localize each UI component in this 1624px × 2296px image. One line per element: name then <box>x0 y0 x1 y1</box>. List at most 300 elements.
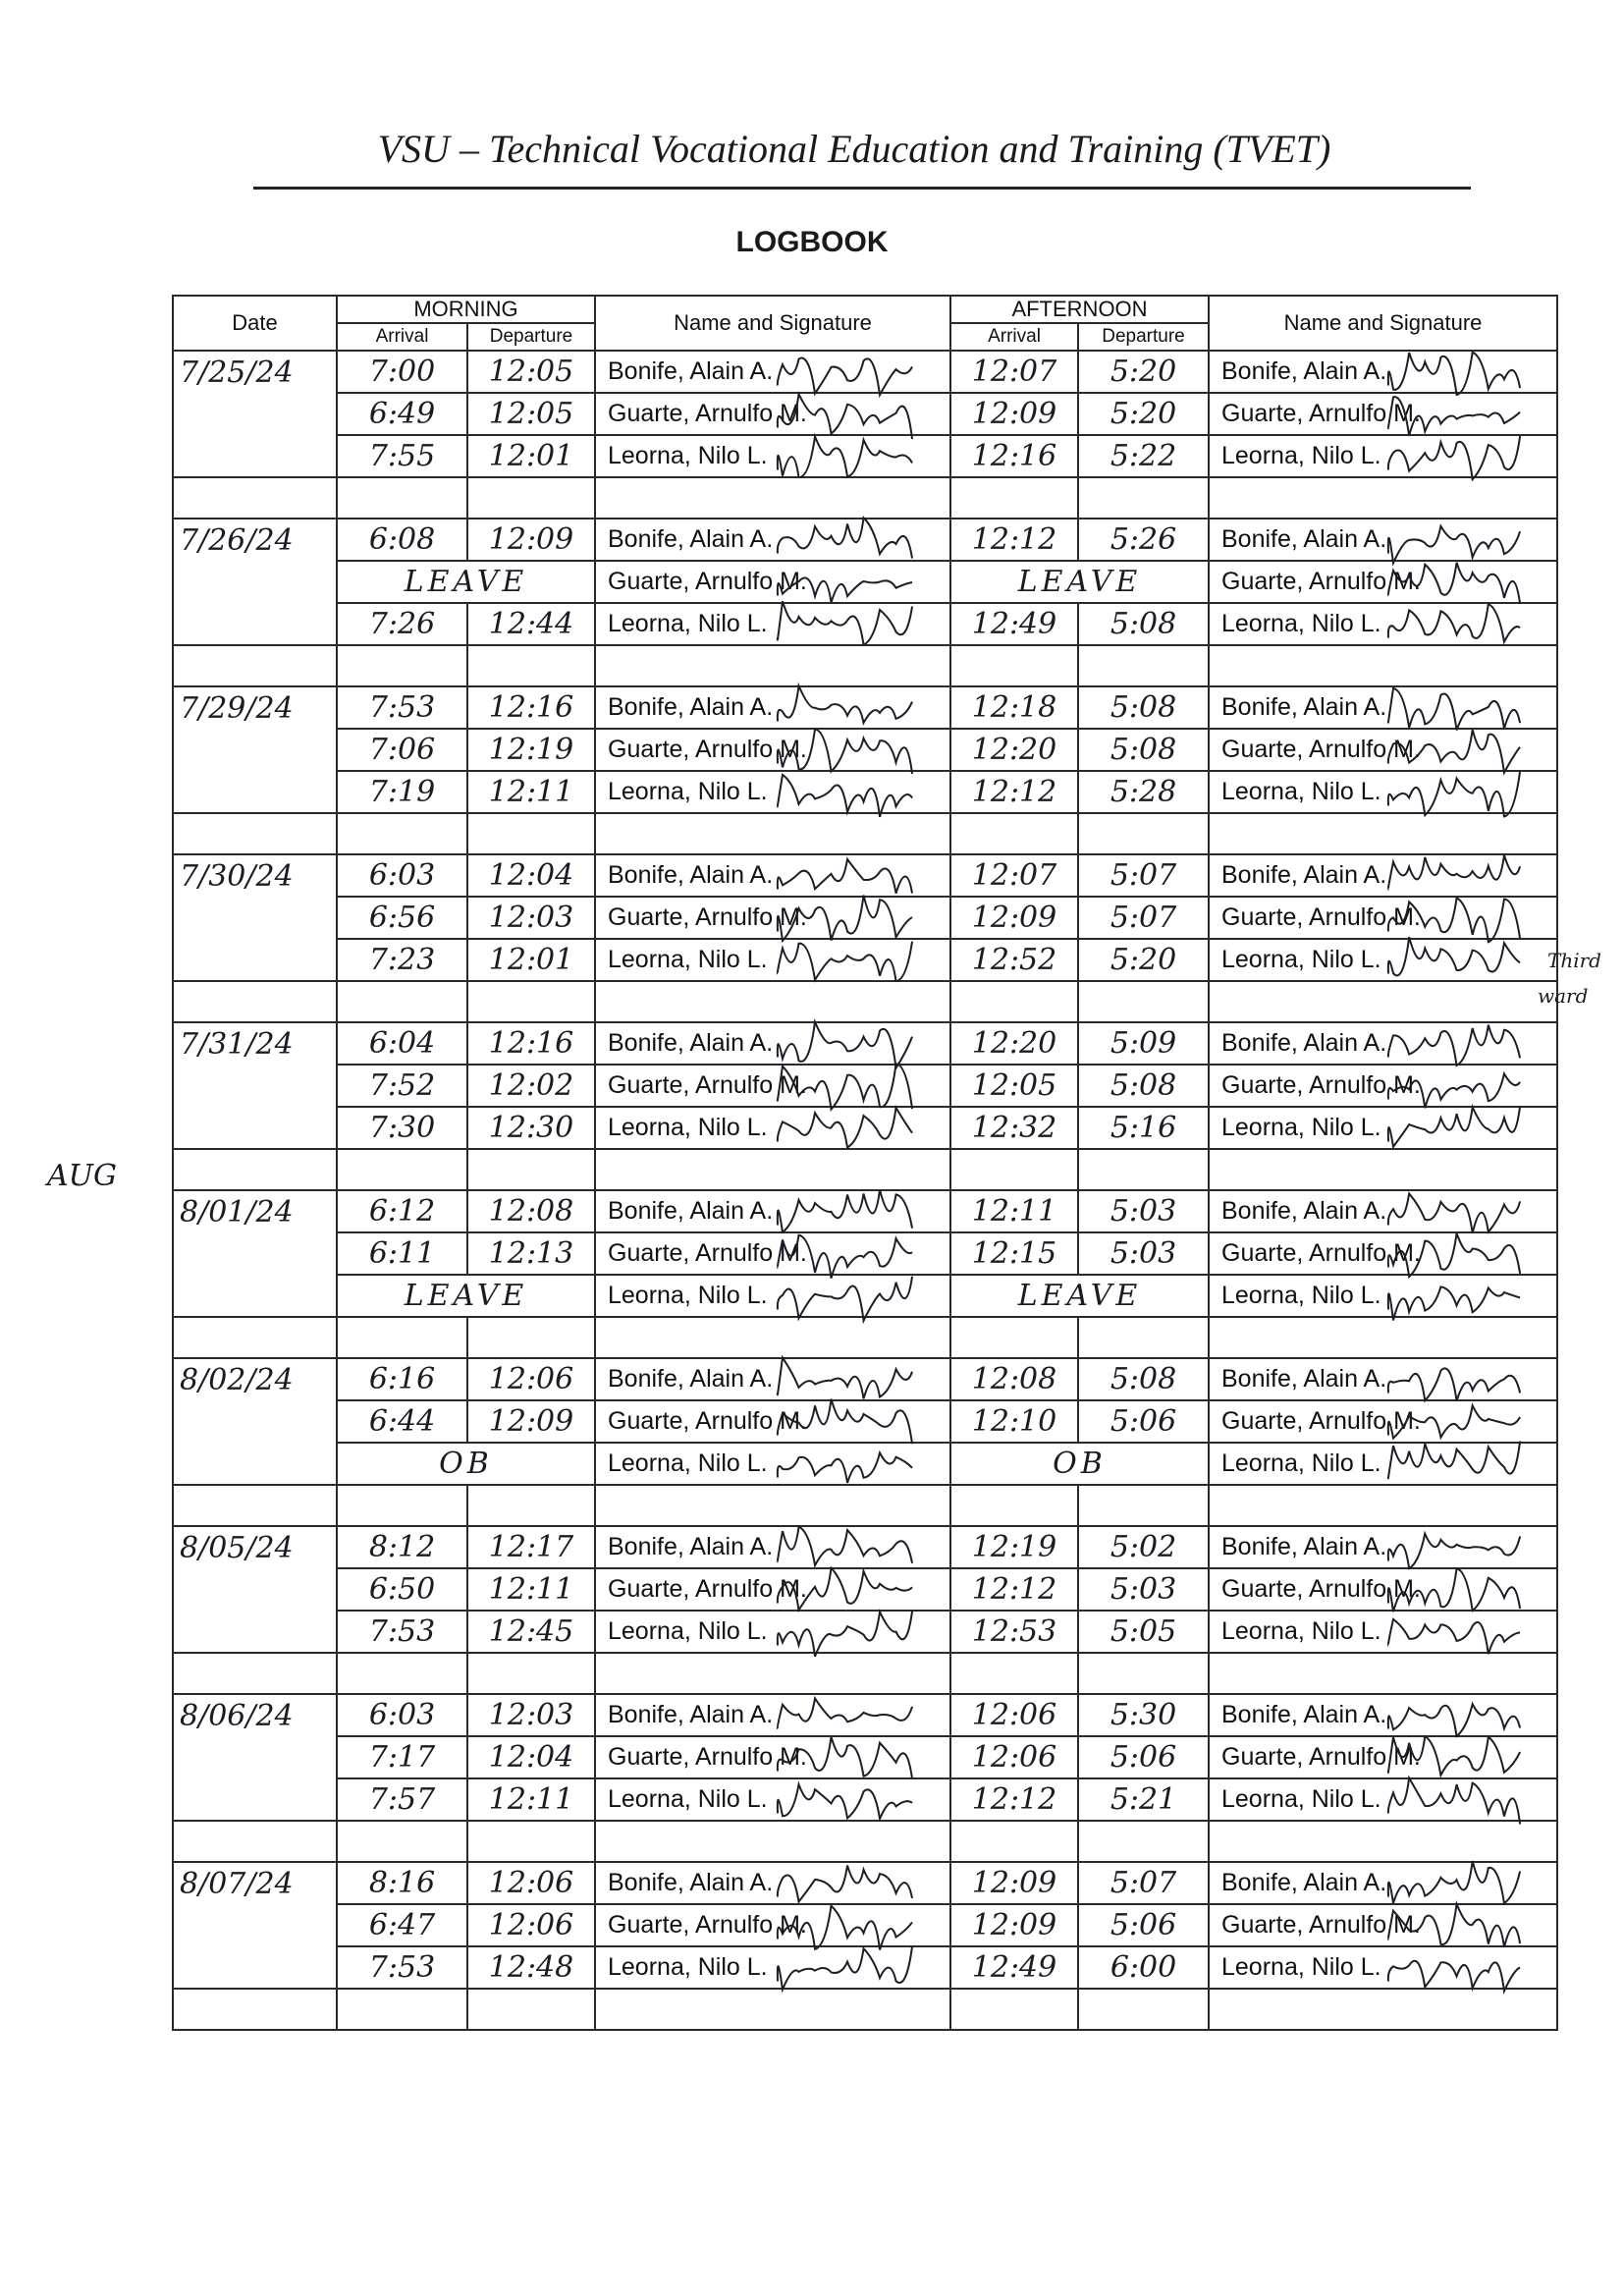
am-remark: OB <box>439 1447 493 1481</box>
name-signature-pm: Guarte, Arnulfo M. <box>1209 1904 1557 1946</box>
pm-departure-time: 5:07 <box>1110 901 1177 935</box>
pm-departure-time: 5:16 <box>1110 1111 1177 1145</box>
date-cell <box>173 1526 337 1568</box>
name-signature-am: Leorna, Nilo L. <box>595 1107 950 1149</box>
spacer-cell <box>1209 1149 1557 1190</box>
name-signature-am: Leorna, Nilo L. <box>595 603 950 645</box>
spacer-row <box>173 1485 1557 1526</box>
am-departure-cell <box>467 1232 595 1275</box>
pm-arrival-time: 12:52 <box>971 943 1057 977</box>
pm-arrival-time: 12:12 <box>971 1572 1057 1607</box>
am-departure-time: 12:02 <box>488 1068 574 1103</box>
am-departure-cell <box>467 393 595 435</box>
pm-departure-time: 5:06 <box>1110 1404 1177 1439</box>
pm-arrival-cell <box>950 939 1078 981</box>
pm-departure-time: 5:26 <box>1110 522 1177 557</box>
name-signature-pm: Guarte, Arnulfo M. <box>1209 897 1557 939</box>
spacer-cell <box>337 1149 467 1190</box>
am-departure-cell <box>467 1526 595 1568</box>
am-arrival-time: 7:57 <box>368 1782 436 1817</box>
date-cell-empty <box>173 939 337 981</box>
am-remark-cell <box>337 1275 595 1317</box>
pm-arrival-time: 12:11 <box>971 1194 1057 1229</box>
am-arrival-time: 7:55 <box>368 439 436 473</box>
pm-arrival-time: 12:19 <box>971 1530 1057 1564</box>
pm-arrival-cell <box>950 393 1078 435</box>
spacer-cell <box>950 813 1078 854</box>
spacer-cell <box>1209 1485 1557 1526</box>
am-arrival-time: 6:56 <box>368 901 436 935</box>
spacer-cell <box>1209 477 1557 519</box>
pm-departure-time: 5:06 <box>1110 1740 1177 1775</box>
spacer-cell <box>595 1821 950 1862</box>
pm-arrival-cell <box>950 1778 1078 1821</box>
name-signature-pm: Leorna, Nilo L. <box>1209 603 1557 645</box>
name-signature-am: Bonife, Alain A. <box>595 854 950 897</box>
spacer-cell <box>595 477 950 519</box>
spacer-cell <box>1078 1821 1209 1862</box>
name-signature-am: Bonife, Alain A. <box>595 686 950 729</box>
table-row <box>173 1022 1557 1065</box>
am-arrival-cell <box>337 1358 467 1400</box>
pm-departure-time: 5:22 <box>1110 439 1177 473</box>
logbook-table <box>172 295 1558 2031</box>
pm-departure-cell <box>1078 1904 1209 1946</box>
spacer-cell <box>467 1821 595 1862</box>
name-signature-pm: Bonife, Alain A. <box>1209 351 1557 393</box>
pm-departure-cell <box>1078 393 1209 435</box>
spacer-cell <box>337 645 467 686</box>
pm-departure-time: 5:08 <box>1110 607 1177 641</box>
pm-departure-cell <box>1078 771 1209 813</box>
document-title: LOGBOOK <box>735 226 889 258</box>
am-arrival-time: 7:00 <box>368 355 436 389</box>
spacer-cell <box>595 1485 950 1526</box>
am-arrival-cell <box>337 1694 467 1736</box>
am-arrival-time: 8:16 <box>368 1866 436 1900</box>
name-signature-am: Leorna, Nilo L. <box>595 771 950 813</box>
spacer-cell <box>337 1989 467 2030</box>
am-arrival-cell <box>337 1946 467 1989</box>
name-signature-am: Leorna, Nilo L. <box>595 1275 950 1317</box>
am-departure-time: 12:06 <box>488 1362 574 1396</box>
pm-arrival-cell <box>950 854 1078 897</box>
column-header-am-arrival: Arrival <box>337 323 467 351</box>
pm-arrival-cell <box>950 1611 1078 1653</box>
date-cell-empty <box>173 1736 337 1778</box>
spacer-row <box>173 813 1557 854</box>
name-signature-pm: Leorna, Nilo L. <box>1209 1778 1557 1821</box>
spacer-row <box>173 1149 1557 1190</box>
name-signature-pm: Guarte, Arnulfo M. <box>1209 729 1557 771</box>
spacer-cell <box>173 1149 337 1190</box>
spacer-cell <box>595 813 950 854</box>
am-arrival-time: 7:53 <box>368 690 436 725</box>
pm-arrival-time: 12:07 <box>971 858 1057 893</box>
date-cell <box>173 1190 337 1232</box>
date-cell <box>173 686 337 729</box>
am-arrival-time: 7:30 <box>368 1111 436 1145</box>
am-departure-cell <box>467 1568 595 1611</box>
am-arrival-cell <box>337 1400 467 1443</box>
pm-arrival-cell <box>950 1358 1078 1400</box>
am-arrival-time: 7:23 <box>368 943 436 977</box>
spacer-row <box>173 1821 1557 1862</box>
pm-arrival-cell <box>950 897 1078 939</box>
am-departure-cell <box>467 603 595 645</box>
am-arrival-cell <box>337 686 467 729</box>
pm-arrival-time: 12:12 <box>971 1782 1057 1817</box>
table-row <box>173 1862 1557 1904</box>
date-cell-empty <box>173 393 337 435</box>
am-arrival-time: 6:08 <box>368 522 436 557</box>
date-cell-empty <box>173 1400 337 1443</box>
table-row <box>173 939 1557 981</box>
table-row <box>173 1526 1557 1568</box>
date-value: 8/02/24 <box>180 1362 294 1397</box>
pm-departure-time: 6:00 <box>1110 1950 1177 1985</box>
name-signature-am: Guarte, Arnulfo M. <box>595 1400 950 1443</box>
spacer-cell <box>467 477 595 519</box>
am-arrival-time: 6:11 <box>368 1236 436 1271</box>
name-signature-pm: Bonife, Alain A. <box>1209 1694 1557 1736</box>
name-signature-pm: Bonife, Alain A. <box>1209 1022 1557 1065</box>
spacer-cell <box>1078 813 1209 854</box>
name-signature-am: Bonife, Alain A. <box>595 1022 950 1065</box>
spacer-cell <box>467 813 595 854</box>
pm-remark-cell <box>950 561 1209 603</box>
margin-note-month: AUG <box>47 1159 117 1193</box>
spacer-cell <box>595 1149 950 1190</box>
pm-departure-time: 5:20 <box>1110 943 1177 977</box>
table-row <box>173 1400 1557 1443</box>
spacer-cell <box>1078 477 1209 519</box>
pm-departure-cell <box>1078 1862 1209 1904</box>
am-departure-cell <box>467 1778 595 1821</box>
name-signature-pm: Leorna, Nilo L. <box>1209 1443 1557 1485</box>
spacer-row <box>173 645 1557 686</box>
pm-departure-cell <box>1078 729 1209 771</box>
am-remark: LEAVE <box>404 1279 528 1313</box>
name-signature-pm: Leorna, Nilo L. <box>1209 1611 1557 1653</box>
spacer-cell <box>595 1317 950 1358</box>
name-signature-am: Bonife, Alain A. <box>595 1694 950 1736</box>
am-arrival-cell <box>337 603 467 645</box>
name-signature-am: Leorna, Nilo L. <box>595 435 950 477</box>
am-arrival-cell <box>337 1107 467 1149</box>
am-departure-time: 12:04 <box>488 1740 574 1775</box>
name-signature-pm: Guarte, Arnulfo M. <box>1209 1065 1557 1107</box>
date-cell <box>173 519 337 561</box>
spacer-cell <box>1209 1989 1557 2030</box>
table-row <box>173 686 1557 729</box>
pm-departure-time: 5:02 <box>1110 1530 1177 1564</box>
pm-departure-cell <box>1078 1778 1209 1821</box>
pm-arrival-time: 12:12 <box>971 775 1057 809</box>
name-signature-am: Bonife, Alain A. <box>595 1358 950 1400</box>
am-arrival-time: 7:06 <box>368 733 436 767</box>
spacer-cell <box>1078 1989 1209 2030</box>
am-departure-cell <box>467 519 595 561</box>
am-arrival-cell <box>337 1611 467 1653</box>
spacer-cell <box>467 1989 595 2030</box>
spacer-cell <box>950 1317 1078 1358</box>
am-departure-cell <box>467 1904 595 1946</box>
header-divider <box>253 187 1471 190</box>
pm-departure-cell <box>1078 1736 1209 1778</box>
date-cell-empty <box>173 1778 337 1821</box>
am-arrival-time: 6:16 <box>368 1362 436 1396</box>
pm-arrival-time: 12:49 <box>971 607 1057 641</box>
pm-departure-time: 5:08 <box>1110 1362 1177 1396</box>
pm-departure-time: 5:21 <box>1110 1782 1177 1817</box>
spacer-cell <box>1209 1821 1557 1862</box>
pm-arrival-time: 12:20 <box>971 1026 1057 1061</box>
am-departure-cell <box>467 1736 595 1778</box>
pm-arrival-time: 12:18 <box>971 690 1057 725</box>
spacer-cell <box>595 1653 950 1694</box>
spacer-cell <box>1078 1653 1209 1694</box>
name-signature-am: Bonife, Alain A. <box>595 1190 950 1232</box>
spacer-row <box>173 477 1557 519</box>
pm-arrival-cell <box>950 729 1078 771</box>
name-signature-pm: Bonife, Alain A. <box>1209 1190 1557 1232</box>
pm-arrival-cell <box>950 1526 1078 1568</box>
table-row <box>173 1736 1557 1778</box>
spacer-cell <box>337 1485 467 1526</box>
spacer-cell <box>1209 981 1557 1022</box>
pm-departure-time: 5:03 <box>1110 1236 1177 1271</box>
date-cell <box>173 1358 337 1400</box>
date-cell <box>173 1694 337 1736</box>
pm-arrival-cell <box>950 1065 1078 1107</box>
spacer-cell <box>173 1821 337 1862</box>
pm-arrival-time: 12:09 <box>971 901 1057 935</box>
am-departure-time: 12:45 <box>488 1614 574 1649</box>
am-departure-cell <box>467 1022 595 1065</box>
name-signature-am: Guarte, Arnulfo M. <box>595 1904 950 1946</box>
am-departure-time: 12:16 <box>488 690 574 725</box>
pm-departure-cell <box>1078 1400 1209 1443</box>
pm-remark: LEAVE <box>1017 1279 1142 1313</box>
pm-arrival-time: 12:09 <box>971 1908 1057 1942</box>
am-departure-time: 12:16 <box>488 1026 574 1061</box>
column-header-name-signature-am: Name and Signature <box>595 296 950 351</box>
am-arrival-cell <box>337 1568 467 1611</box>
am-arrival-cell <box>337 1065 467 1107</box>
date-cell-empty <box>173 1568 337 1611</box>
column-header-pm-departure: Departure <box>1078 323 1209 351</box>
am-arrival-cell <box>337 1190 467 1232</box>
table-row <box>173 1568 1557 1611</box>
spacer-cell <box>467 981 595 1022</box>
name-signature-pm: Leorna, Nilo L. <box>1209 771 1557 813</box>
name-signature-pm: Bonife, Alain A. <box>1209 1862 1557 1904</box>
spacer-cell <box>595 1989 950 2030</box>
name-signature-am: Bonife, Alain A. <box>595 519 950 561</box>
date-value: 8/07/24 <box>180 1866 294 1901</box>
name-signature-pm: Bonife, Alain A. <box>1209 519 1557 561</box>
logbook-body <box>173 351 1557 2030</box>
pm-departure-cell <box>1078 897 1209 939</box>
spacer-cell <box>595 645 950 686</box>
name-signature-pm: Leorna, Nilo L. <box>1209 939 1557 981</box>
pm-departure-time: 5:30 <box>1110 1698 1177 1732</box>
am-arrival-time: 7:53 <box>368 1614 436 1649</box>
table-row <box>173 897 1557 939</box>
name-signature-am: Bonife, Alain A. <box>595 1862 950 1904</box>
date-value: 8/05/24 <box>180 1530 294 1565</box>
pm-arrival-cell <box>950 603 1078 645</box>
am-departure-cell <box>467 1611 595 1653</box>
pm-remark-cell <box>950 1443 1209 1485</box>
table-row <box>173 854 1557 897</box>
date-value: 7/30/24 <box>180 858 294 894</box>
date-cell-empty <box>173 603 337 645</box>
am-departure-time: 12:09 <box>488 522 574 557</box>
table-row <box>173 1275 1557 1317</box>
am-arrival-cell <box>337 1526 467 1568</box>
pm-arrival-time: 12:08 <box>971 1362 1057 1396</box>
name-signature-pm: Leorna, Nilo L. <box>1209 1946 1557 1989</box>
date-cell <box>173 351 337 393</box>
date-value: 7/31/24 <box>180 1026 294 1062</box>
spacer-cell <box>1209 813 1557 854</box>
spacer-cell <box>337 477 467 519</box>
name-signature-am: Guarte, Arnulfo M. <box>595 1568 950 1611</box>
table-row <box>173 435 1557 477</box>
am-departure-time: 12:19 <box>488 733 574 767</box>
spacer-cell <box>1078 1485 1209 1526</box>
date-cell-empty <box>173 1904 337 1946</box>
spacer-cell <box>950 981 1078 1022</box>
am-departure-cell <box>467 1694 595 1736</box>
date-cell-empty <box>173 1065 337 1107</box>
am-departure-cell <box>467 1862 595 1904</box>
am-arrival-cell <box>337 393 467 435</box>
am-arrival-time: 7:17 <box>368 1740 436 1775</box>
pm-arrival-time: 12:20 <box>971 733 1057 767</box>
spacer-cell <box>337 1653 467 1694</box>
am-departure-time: 12:01 <box>488 943 574 977</box>
date-cell-empty <box>173 561 337 603</box>
column-header-date: Date <box>173 296 337 351</box>
am-departure-time: 12:09 <box>488 1404 574 1439</box>
am-arrival-cell <box>337 435 467 477</box>
am-departure-cell <box>467 351 595 393</box>
am-arrival-cell <box>337 771 467 813</box>
am-arrival-cell <box>337 729 467 771</box>
institution-header: VSU – Technical Vocational Education and Training (TVET) <box>377 127 1331 171</box>
spacer-cell <box>950 645 1078 686</box>
name-signature-am: Guarte, Arnulfo M. <box>595 393 950 435</box>
name-signature-am: Guarte, Arnulfo M. <box>595 729 950 771</box>
am-arrival-cell <box>337 1232 467 1275</box>
am-departure-cell <box>467 686 595 729</box>
spacer-cell <box>950 1149 1078 1190</box>
spacer-cell <box>1078 1317 1209 1358</box>
pm-departure-time: 5:08 <box>1110 733 1177 767</box>
pm-departure-time: 5:09 <box>1110 1026 1177 1061</box>
am-departure-time: 12:06 <box>488 1866 574 1900</box>
am-arrival-time: 6:50 <box>368 1572 436 1607</box>
am-arrival-time: 6:12 <box>368 1194 436 1229</box>
pm-departure-time: 5:08 <box>1110 1068 1177 1103</box>
spacer-cell <box>467 1317 595 1358</box>
pm-departure-cell <box>1078 1611 1209 1653</box>
date-cell-empty <box>173 1443 337 1485</box>
am-arrival-time: 6:03 <box>368 858 436 893</box>
am-departure-cell <box>467 1065 595 1107</box>
am-departure-cell <box>467 435 595 477</box>
date-value: 8/06/24 <box>180 1698 294 1733</box>
pm-departure-time: 5:07 <box>1110 858 1177 893</box>
pm-departure-cell <box>1078 351 1209 393</box>
spacer-cell <box>337 1821 467 1862</box>
pm-arrival-time: 12:16 <box>971 439 1057 473</box>
table-row <box>173 519 1557 561</box>
pm-arrival-time: 12:05 <box>971 1068 1057 1103</box>
am-remark: LEAVE <box>404 565 528 599</box>
table-row <box>173 561 1557 603</box>
table-row <box>173 729 1557 771</box>
pm-arrival-cell <box>950 1862 1078 1904</box>
am-departure-cell <box>467 1400 595 1443</box>
table-row <box>173 1694 1557 1736</box>
table-row <box>173 1946 1557 1989</box>
am-departure-time: 12:11 <box>488 775 574 809</box>
spacer-row <box>173 1317 1557 1358</box>
pm-departure-cell <box>1078 1358 1209 1400</box>
spacer-cell <box>1078 645 1209 686</box>
spacer-cell <box>950 1989 1078 2030</box>
spacer-cell <box>467 1149 595 1190</box>
date-value: 7/26/24 <box>180 522 294 558</box>
am-departure-time: 12:11 <box>488 1782 574 1817</box>
name-signature-pm: Bonife, Alain A. <box>1209 686 1557 729</box>
date-cell-empty <box>173 729 337 771</box>
am-arrival-time: 6:47 <box>368 1908 436 1942</box>
spacer-cell <box>1209 1653 1557 1694</box>
pm-departure-time: 5:03 <box>1110 1572 1177 1607</box>
am-departure-time: 12:03 <box>488 1698 574 1732</box>
pm-departure-time: 5:03 <box>1110 1194 1177 1229</box>
name-signature-am: Leorna, Nilo L. <box>595 939 950 981</box>
am-arrival-cell <box>337 1862 467 1904</box>
table-row <box>173 1232 1557 1275</box>
pm-arrival-time: 12:49 <box>971 1950 1057 1985</box>
pm-arrival-cell <box>950 1568 1078 1611</box>
name-signature-pm: Leorna, Nilo L. <box>1209 1107 1557 1149</box>
spacer-cell <box>1078 1149 1209 1190</box>
spacer-cell <box>173 645 337 686</box>
am-departure-cell <box>467 771 595 813</box>
pm-arrival-time: 12:07 <box>971 355 1057 389</box>
date-cell-empty <box>173 897 337 939</box>
am-arrival-cell <box>337 1904 467 1946</box>
am-departure-time: 12:05 <box>488 397 574 431</box>
am-departure-cell <box>467 1107 595 1149</box>
pm-arrival-time: 12:09 <box>971 397 1057 431</box>
date-cell-empty <box>173 1107 337 1149</box>
pm-remark: OB <box>1053 1447 1107 1481</box>
am-departure-time: 12:06 <box>488 1908 574 1942</box>
name-signature-am: Guarte, Arnulfo M. <box>595 1232 950 1275</box>
date-value: 7/25/24 <box>180 355 294 390</box>
date-cell-empty <box>173 1946 337 1989</box>
pm-arrival-time: 12:53 <box>971 1614 1057 1649</box>
spacer-cell <box>337 813 467 854</box>
